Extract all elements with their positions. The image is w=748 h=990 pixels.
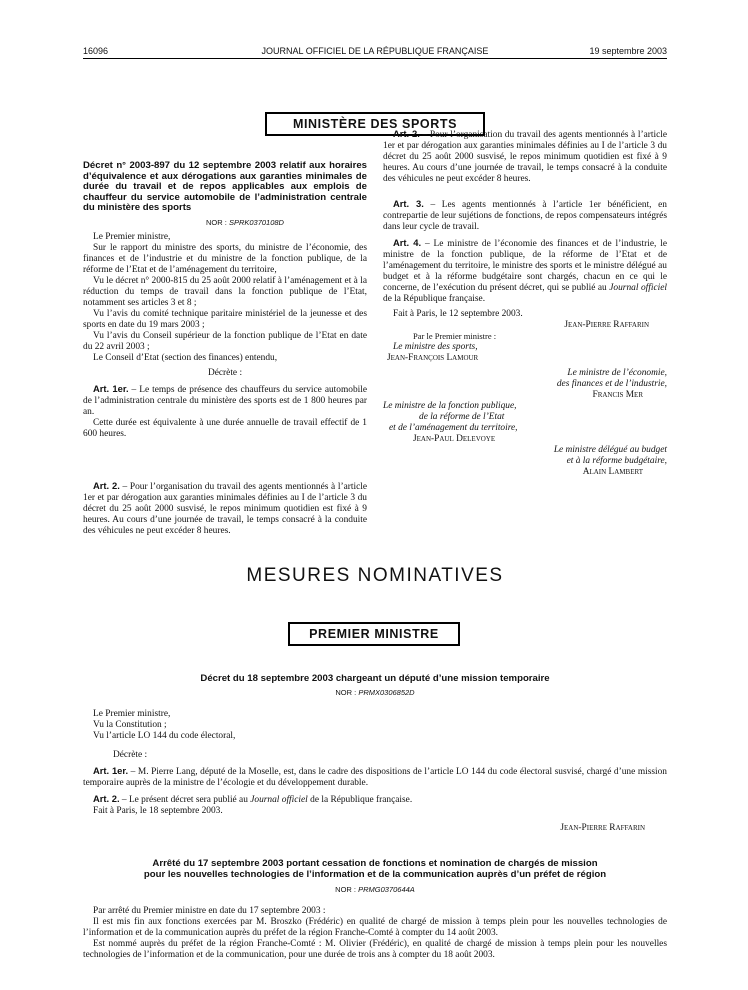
arrete-intro: Par arrêté du Premier ministre en date du 17 septembre 2003 : <box>93 906 326 916</box>
min-fp-title-2: de la réforme de l’Etat <box>419 412 505 422</box>
min-eco-title-1: Le ministre de l’économie, <box>567 368 667 378</box>
par-le-premier-ministre: Par le Premier ministre : <box>413 331 497 341</box>
signature-premier-ministre: Jean-Pierre Raffarin <box>564 320 649 330</box>
mission-signature: Jean-Pierre Raffarin <box>560 823 645 833</box>
min-fp-title-1: Le ministre de la fonction publique, <box>383 401 517 411</box>
arrete-title-line-1: Arrêté du 17 septembre 2003 portant cessation de fonctions et nomination de chargés de mission <box>152 858 598 869</box>
decrete: Décrète : <box>207 367 243 378</box>
min-sports-name: Jean-François Lamour <box>387 353 479 363</box>
sports-nor: NOR : SPRK0370108D <box>206 217 284 227</box>
min-fp-title-3: et de l’aménagement du territoire, <box>389 423 518 433</box>
mission-decrete: Décrète : <box>113 750 148 760</box>
mission-vu-constitution: Vu la Constitution ; <box>93 720 167 730</box>
preamble-conseil-etat: Le Conseil d’Etat (section des finances) entendu, <box>93 352 278 363</box>
min-sports-title: Le ministre des sports, <box>393 342 478 352</box>
min-budget-name: Alain Lambert <box>582 467 643 477</box>
fait-a-paris-sports: Fait à Paris, le 12 septembre 2003. <box>393 309 523 319</box>
mission-vu-article: Vu l’article LO 144 du code électoral, <box>93 731 236 741</box>
sports-decree-title: Décret n° 2003-897 du 12 septembre 2003 relatif aux horaires d’équivalence et aux dérogations aux garanties minimales de durée du travail et de repos applicables aux emplois de chauffeur du service automobile de l’administration centrale du ministère des sports <box>83 160 367 213</box>
article-1: Art. 1er. – Le temps de présence des chauffeurs du service automobile de l’administration centrale du ministère des sports est de 1 800 heures par an. <box>83 382 367 417</box>
mission-decree-body <box>83 709 667 834</box>
min-eco-title-2: des finances et de l’industrie, <box>556 379 667 389</box>
preamble-vu-avis-csfp: Vu l’avis du Conseil supérieur de la fonction publique de l’Etat en date du 22 avril 2003 ; <box>83 330 367 352</box>
arrete-body <box>83 906 667 961</box>
min-budget-title-1: Le ministre délégué au budget <box>553 445 667 455</box>
preamble-vu-avis-ctp: Vu l’avis du comité technique paritaire ministériel de la jeunesse et des sports en date du 19 mars 2003 ; <box>83 308 367 330</box>
decree-mission-title: Décret du 18 septembre 2003 chargeant un député d’une mission temporaire <box>200 673 550 684</box>
page-number: 16096 <box>83 46 109 56</box>
min-eco-name: Francis Mer <box>592 390 643 400</box>
article-4: Art. 4. – Le ministre de l’économie des finances et de l’industrie, le ministre de la fonction publique, de la réforme de l’Etat et de l’aménagement du territoire, le ministre des sports et le ministre délégué au budget et à la réforme budgétaire sont chargés, chacun en ce qui le concerne, de l’exécution du présent décret, qui se publié au Journal officiel de la République française. <box>383 237 667 304</box>
arrete-nomination: Est nommé auprès du préfet de la région Franche-Comté : M. Olivier (Frédéric), en qualité de chargé de mission à temps plein pour les nouvelles technologies de l’information et de la communication, pour une durée de trois ans à compter du 18 août 2003. <box>83 939 667 960</box>
header-rule <box>83 58 667 59</box>
sports-right-column <box>383 128 667 478</box>
mission-premier-ministre: Le Premier ministre, <box>93 709 171 719</box>
sports-left-column <box>83 161 367 440</box>
article-3: Art. 3. – Les agents mentionnés à l’article 1er bénéficient, en contrepartie de leur sujétions de fonctions, de repos compensateurs intégrés dans leur cycle de travail. <box>383 198 667 232</box>
ministry-sports-heading: MINISTÈRE DES SPORTS <box>265 112 485 136</box>
preamble-vu-decret: Vu le décret n° 2000-815 du 25 août 2000 relatif à l’aménagement et à la réduction du temps de travail dans la fonction publique de l’Etat, notamment ses articles 3 et 8 ; <box>83 275 367 308</box>
mesures-nominatives-heading: MESURES NOMINATIVES <box>246 565 504 586</box>
arrete-cessation: Il est mis fin aux fonctions exercées par M. Broszko (Frédéric) en qualité de chargé de mission à temps plein pour les nouvelles technologies de l’information et de la communication auprès du préfet de la région Franche-Comté à compter du 14 août 2003. <box>83 917 667 938</box>
journal-title: JOURNAL OFFICIEL DE LA RÉPUBLIQUE FRANÇAISE <box>261 46 489 56</box>
premier-ministre-heading: PREMIER MINISTRE <box>288 622 460 646</box>
mission-fait-a-paris: Fait à Paris, le 18 septembre 2003. <box>93 806 223 816</box>
article-1-para-2: Cette durée est équivalente à une durée annuelle de travail effectif de 1 600 heures. <box>83 417 367 439</box>
min-fp-name: Jean-Paul Delevoye <box>413 434 496 444</box>
preamble-premier-ministre: Le Premier ministre, <box>93 231 171 242</box>
article-2-left: Art. 2. – Pour l’organisation du travail des agents mentionnés à l’article 1er et par dérogation aux garanties minimales définies au I de l’article 3 du décret du 25 août 2000 susvisé, le repos minimum quotidien est fixé à 9 heures. Au cours d’une journée de travail, le temps consacré à la conduite des véhicules ne peut excéder 8 heures. <box>83 480 367 536</box>
decree-mission-nor: NOR : PRMX0306852D <box>335 688 415 697</box>
min-budget-title-2: et à la réforme budgétaire, <box>566 456 667 466</box>
arrete-nor: NOR : PRMG0370644A <box>335 885 415 894</box>
mission-article-2: Art. 2. – Le présent décret sera publié au Journal officiel de la République française. <box>93 793 413 805</box>
issue-date: 19 septembre 2003 <box>589 46 667 56</box>
preamble-rapport: Sur le rapport du ministre des sports, du ministre de l’économie, des finances et de l’industrie et du ministre de la fonction publique, de la réforme de l’Etat et de l’aménagement du territoire, <box>83 242 367 275</box>
article-2-right: Art. 2. – Pour l’organisation du travail des agents mentionnés à l’article 1er et par dérogation aux garanties minimales définies au I de l’article 3 du décret du 25 août 2000 susvisé, le repos minimum quotidien est fixé à 9 heures. Au cours d’une journée de travail, le temps consacré à la conduite des véhicules ne peut excéder 8 heures. <box>383 128 667 184</box>
mission-article-1: Art. 1er. – M. Pierre Lang, député de la Moselle, est, dans le cadre des dispositions de l’article LO 144 du code électoral susvisé, chargé d’une mission temporaire auprès de la ministre de l’écologie et du développement durable. <box>83 765 667 788</box>
arrete-title-line-2: pour les nouvelles technologies de l’information et de la communication auprès d’un préfet de région <box>143 869 607 880</box>
